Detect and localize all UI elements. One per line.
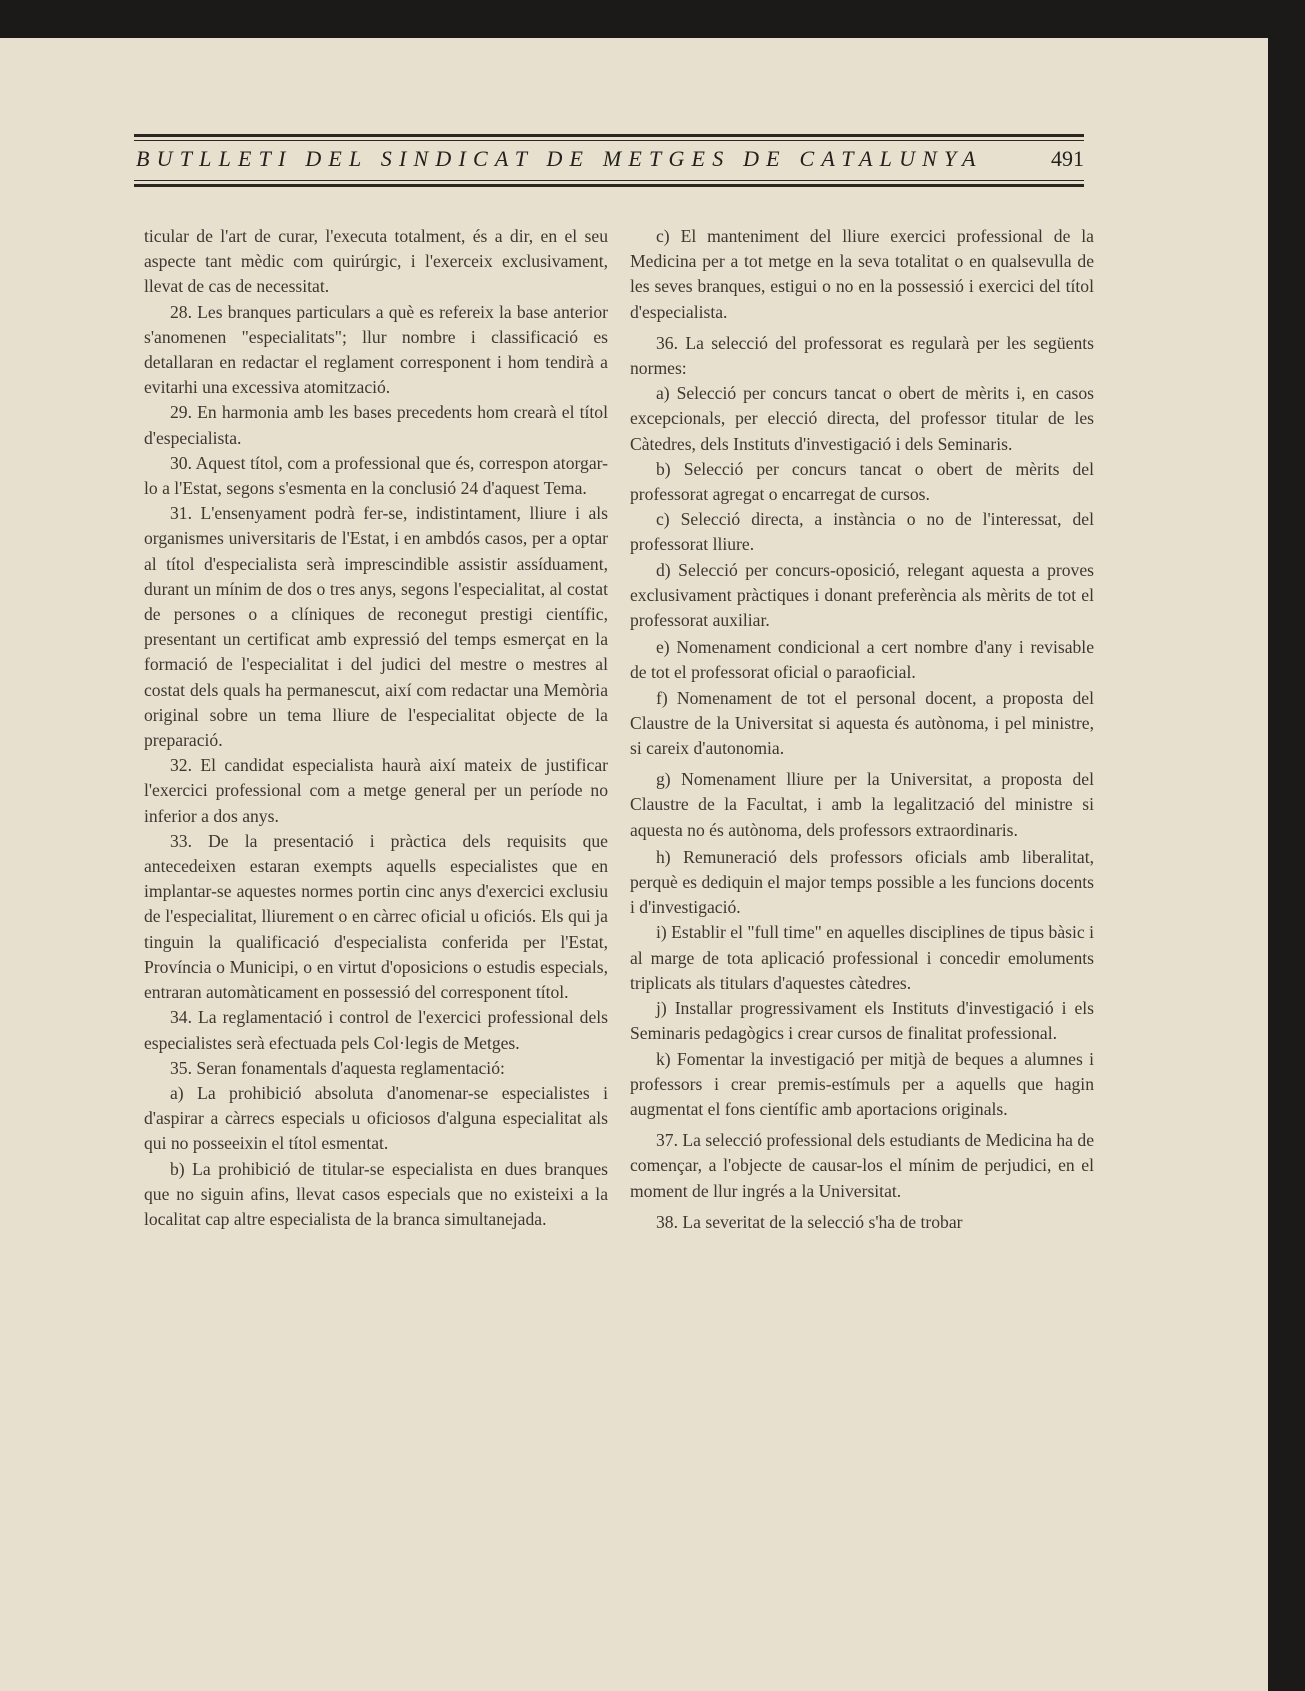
header-rule-top-thin: [134, 140, 1084, 141]
paragraph: k) Fomentar la investigació per mitjà de beques a alumnes i professors i crear premis-estímuls per a aquells que hagin augmentat el fons científic amb aportacions originals.: [630, 1048, 1094, 1119]
right-column: [630, 224, 1094, 1235]
running-title: BUTLLETI DEL SINDICAT DE METGES DE CATALUNYA: [136, 146, 983, 171]
paragraph: c) El manteniment del lliure exercici professional de la Medicina per a tot metge en la seva totalitat o en qualsevulla de les seves branques, estigui o no en la possessió i exercici del títol d'especialista.: [630, 226, 1094, 322]
paragraph: 36. La selecció del professorat es regularà per les següents normes:: [630, 332, 1094, 379]
paragraph: c) Selecció directa, a instància o no de l'interessat, del professorat lliure.: [630, 509, 1094, 555]
paragraph: b) Selecció per concurs tancat o obert de mèrits del professorat agregat o encarregat de cursos.: [630, 458, 1094, 505]
header-rule-bottom-thin: [134, 180, 1084, 181]
paragraph: b) La prohibició de titular-se especialista en dues branques que no siguin afins, llevat casos especials que no existeixi a la localitat cap altre especialista de la branca simultanejada.: [144, 1158, 608, 1229]
paragraph: 38. La severitat de la selecció s'ha de trobar: [656, 1211, 963, 1232]
header-rule-bottom: [134, 184, 1084, 187]
paragraph: 37. La selecció professional dels estudiants de Medicina ha de començar, a l'objecte de causar-los el mínim de perjudici, en el moment de llur ingrés a la Universitat.: [630, 1130, 1094, 1201]
paragraph: 31. L'ensenyament podrà fer-se, indistintament, lliure i als organismes universitaris de l'Estat, i en ambdós casos, per a optar al títol d'especialista serà imprescindible assistir assíduament, durant un mínim de dos o tres anys, segons l'especialitat, al costat de persones o a clíniques de reconegut prestigi científic, presentant un certificat amb expressió del temps esmerçat en la formació de l'especialitat i del judici del mestre o mestres al costat dels quals ha permanescut, així com redactar una Memòria original sobre un tema lliure de l'especialitat objecte de la preparació.: [144, 503, 608, 751]
page-number: 491: [1051, 146, 1084, 171]
paragraph: a) La prohibició absoluta d'anomenar-se especialistes i d'aspirar a càrrecs especials u oficiosos d'alguna especialitat als qui no posseeixin el títol esmentat.: [144, 1082, 608, 1154]
paragraph: 35. Seran fonamentals d'aquesta reglamentació:: [170, 1057, 505, 1078]
paragraph: f) Nomenament de tot el personal docent, a proposta del Claustre de la Universitat si aquesta és autònoma, i pel ministre, si careix d'autonomia.: [630, 687, 1094, 759]
paragraph: 33. De la presentació i pràctica dels requisits que antecedeixen estaran exempts aquells especialistes que en implantar-se aquestes normes portin cinc anys d'exercici exclusiu de l'especialitat, lliurement o en càrrec oficial u oficiós. Els qui ja tinguin la qualificació d'especialista conferida per l'Estat, Província o Municipi, o en virtut d'oposicions o estudis especials, entraran automàticament en possessió del corresponent títol.: [144, 830, 608, 1003]
paragraph: g) Nomenament lliure per la Universitat, a proposta del Claustre de la Facultat, i amb la legalització del ministre si aquesta no és autònoma, dels professors extraordinaris.: [630, 769, 1094, 840]
paragraph: a) Selecció per concurs tancat o obert de mèrits i, en casos excepcionals, per elecció directa, del professor titular de les Càtedres, dels Instituts d'investigació i dels Seminaris.: [630, 383, 1094, 454]
paragraph: 32. El candidat especialista haurà així mateix de justificar l'exercici professional com a metge general per un període no inferior a dos anys.: [144, 755, 608, 826]
running-header: [134, 134, 1084, 192]
paragraph: 34. La reglamentació i control de l'exercici professional dels especialistes serà efectuada pels Col·legis de Metges.: [144, 1007, 608, 1053]
paragraph: i) Establir el "full time" en aquelles disciplines de tipus bàsic i al marge de tota aplicació professional i concedir emoluments triplicats als titulars d'aquestes càtedres.: [630, 922, 1094, 993]
paragraph: 28. Les branques particulars a què es refereix la base anterior s'anomenen "especialitats"; llur nombre i classificació es detallaran en redactar el reglament corresponent i hom tendirà a evitarhi una excessiva atomització.: [144, 301, 608, 398]
paragraph: 29. En harmonia amb les bases precedents hom crearà el títol d'especialista.: [144, 402, 608, 448]
left-column: [144, 224, 608, 1232]
paragraph: 30. Aquest títol, com a professional que és, correspon atorgar-lo a l'Estat, segons s'esmenta en la conclusió 24 d'aquest Tema.: [144, 452, 608, 499]
paragraph: ticular de l'art de curar, l'executa totalment, és a dir, en el seu aspecte tant mèdic com quirúrgic, i l'exerceix exclusivament, llevat de cas de necessitat.: [144, 226, 608, 297]
paragraph: h) Remuneració dels professors oficials amb liberalitat, perquè es dediquin el major temps possible a les funcions docents i d'investigació.: [630, 846, 1094, 918]
paragraph: d) Selecció per concurs-oposició, relegant aquesta a proves exclusivament pràctiques i donant preferència als mèrits de tot el professorat auxiliar.: [630, 559, 1094, 631]
paragraph: j) Installar progressivament els Instituts d'investigació i els Seminaris pedagògics i crear cursos de finalitat professional.: [630, 998, 1094, 1044]
scan-background: [1268, 0, 1305, 1691]
paragraph: e) Nomenament condicional a cert nombre d'any i revisable de tot el professorat oficial o paraoficial.: [630, 637, 1094, 683]
header-rule-top: [134, 134, 1084, 137]
